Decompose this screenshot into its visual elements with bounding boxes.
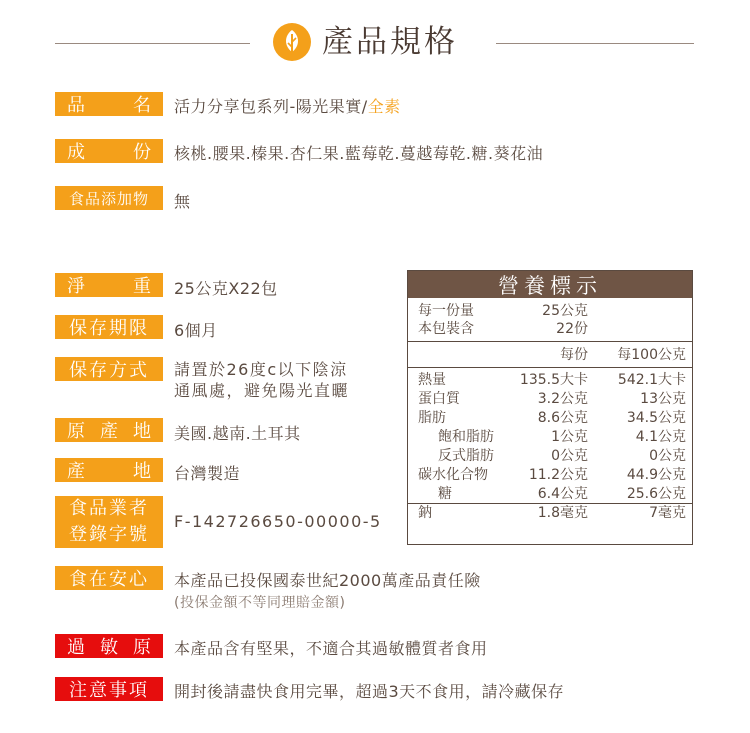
origin-value: 美國.越南.土耳其 — [174, 424, 301, 443]
nutrient-per-serving: 135.5大卡 — [519, 372, 588, 388]
shelf-life-value: 6個月 — [174, 321, 218, 340]
nutrient-per-serving: 6.4公克 — [537, 486, 588, 502]
pack-label: 本包裝含 — [418, 321, 474, 337]
nutrition-title: 營養標示 — [408, 271, 692, 298]
vegan-tag: 全素 — [367, 97, 401, 116]
table-divider — [408, 503, 692, 504]
nutrient-name: 蛋白質 — [418, 391, 460, 407]
nutrient-name: 飽和脂肪 — [438, 429, 494, 445]
label-net-weight: 淨 重 — [55, 273, 163, 297]
nutrient-per-serving: 8.6公克 — [537, 410, 588, 426]
serving-value: 25公克 — [542, 303, 588, 319]
label-allergen: 過 敏 原 — [55, 634, 163, 658]
storage-value-line2: 通風處，避免陽光直曬 — [174, 381, 350, 400]
nutrient-name: 熱量 — [418, 372, 446, 388]
nutrient-name: 脂肪 — [418, 410, 446, 426]
caution-value: 開封後請盡快食用完畢，超過3天不食用，請冷藏保存 — [174, 682, 565, 701]
nutrient-per-100g: 13公克 — [640, 391, 686, 407]
production-value: 台灣製造 — [174, 464, 241, 483]
nutrient-per-100g: 34.5公克 — [626, 410, 686, 426]
label-ingredients: 成 份 — [55, 139, 163, 163]
nutrient-per-serving: 1公克 — [551, 429, 588, 445]
additives-value: 無 — [174, 192, 191, 211]
label-shelf-life: 保存期限 — [55, 315, 163, 339]
nutrient-per-serving: 11.2公克 — [528, 467, 588, 483]
nutrient-per-100g: 542.1大卡 — [617, 372, 686, 388]
nutrient-name: 反式脂肪 — [438, 448, 494, 464]
nutrient-name: 糖 — [438, 486, 452, 502]
col-per-100g: 每100公克 — [617, 347, 686, 363]
nutrient-name: 鈉 — [418, 505, 432, 521]
label-safety: 食在安心 — [55, 566, 163, 590]
pack-value: 22份 — [556, 321, 588, 337]
nutrient-per-100g: 0公克 — [649, 448, 686, 464]
header-line-right — [496, 43, 694, 44]
leaf-icon — [272, 22, 312, 62]
label-origin: 原 產 地 — [55, 418, 163, 442]
product-name-value: 活力分享包系列-陽光果實/全素 — [174, 97, 401, 116]
nutrient-per-100g: 44.9公克 — [626, 467, 686, 483]
col-per-serving: 每份 — [560, 347, 588, 363]
nutrient-per-100g: 4.1公克 — [635, 429, 686, 445]
nutrient-per-100g: 25.6公克 — [626, 486, 686, 502]
nutrient-per-serving: 1.8毫克 — [537, 505, 588, 521]
label-caution: 注意事項 — [55, 677, 163, 701]
serving-label: 每一份量 — [418, 303, 474, 319]
ingredients-value: 核桃.腰果.榛果.杏仁果.藍莓乾.蔓越莓乾.糖.葵花油 — [174, 144, 544, 163]
label-production: 產 地 — [55, 458, 163, 482]
label-storage: 保存方式 — [55, 357, 163, 381]
nutrient-per-serving: 0公克 — [551, 448, 588, 464]
registration-value: F-142726650-00000-5 — [174, 512, 382, 531]
table-divider — [408, 341, 692, 342]
label-additives: 食品添加物 — [55, 186, 163, 210]
label-registration: 食品業者 登錄字號 — [55, 496, 163, 548]
nutrient-per-serving: 3.2公克 — [537, 391, 588, 407]
nutrition-table — [407, 270, 693, 545]
nutrient-per-100g: 7毫克 — [649, 505, 686, 521]
storage-value-line1: 請置於26度c以下陰涼 — [174, 360, 348, 379]
net-weight-value: 25公克X22包 — [174, 279, 278, 298]
nutrient-name: 碳水化合物 — [418, 467, 488, 483]
label-product-name: 品 名 — [55, 92, 163, 116]
allergen-value: 本產品含有堅果，不適合其過敏體質者食用 — [174, 639, 488, 658]
safety-note: (投保金額不等同理賠金額) — [174, 595, 346, 611]
table-divider — [408, 367, 692, 368]
safety-value: 本產品已投保國泰世紀2000萬產品責任險 — [174, 571, 481, 590]
page-title: 產品規格 — [322, 24, 458, 60]
header-line-left — [55, 43, 250, 44]
